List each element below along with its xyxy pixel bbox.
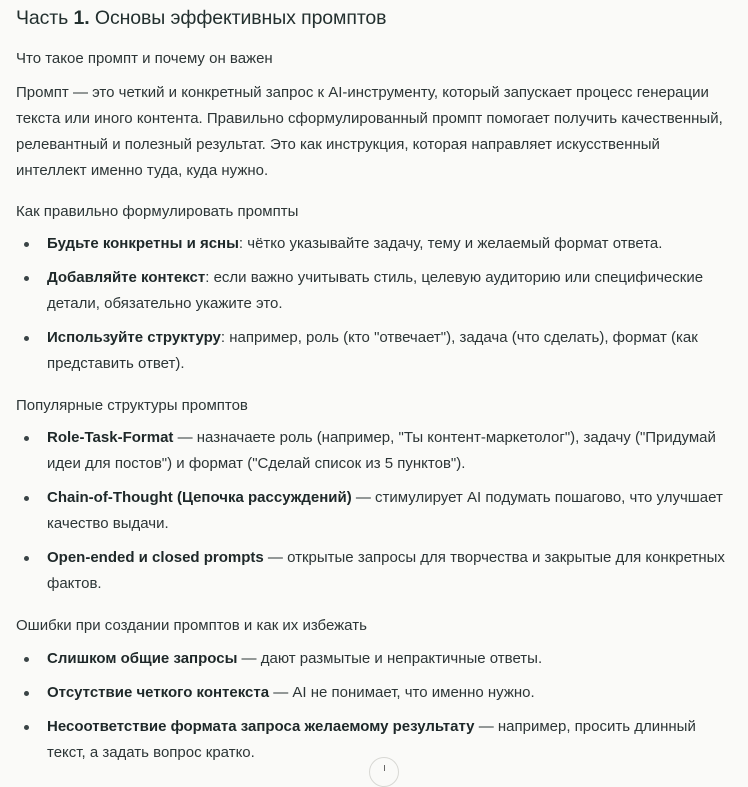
item-bold: Role-Task-Format [47,429,174,446]
structures-list [16,425,731,605]
item-text: — назначаете роль (например, "Ты контент-маркетолог"), задачу ("Придумай идеи для постов") и формат ("Сделай список из 5 пунктов"). [47,429,716,472]
bullet-icon [24,496,29,501]
item-text: — AI не понимает, что именно нужно. [269,684,535,701]
title-text: Основы эффективных промптов [89,7,387,29]
item-text: — например, просить длинный текст, а задать вопрос кратко. [47,718,696,761]
section-heading: Популярные структуры промптов [16,397,248,414]
intro-paragraph: Промпт — это четкий и конкретный запрос к AI-инструменту, который запускает процесс генерации текста или иного контента. Правильно сформулированный промпт помогает получить качественный, релевантный и полезный результат. Это как инструкция, которая направляет искусственный интеллект именно туда, куда нужно. [16,84,723,179]
bullet-icon [24,556,29,561]
title-prefix: Часть [16,7,74,29]
bullet-icon [24,336,29,341]
bullet-icon [24,276,29,281]
scroll-down-button[interactable] [369,757,399,787]
bullet-icon [24,691,29,696]
list-item [16,231,731,257]
item-text: : если важно учитывать стиль, целевую аудиторию или специфические детали, обязательно укажите это. [47,269,704,312]
item-text: — стимулирует AI подумать пошагово, что улучшает качество выдачи. [47,489,723,532]
list-item [16,646,731,672]
list-item [16,485,731,537]
item-bold: Слишком общие запросы [47,650,238,667]
arrow-down-icon [384,765,385,771]
item-bold: Добавляйте контекст [47,269,206,286]
item-bold: Будьте конкретны и ясны [47,235,239,252]
item-bold: Используйте структуру [47,329,221,346]
section-heading: Как правильно формулировать промпты [16,203,299,220]
title-number: 1. [73,7,90,29]
bullet-icon [24,436,29,441]
tips-list [16,231,731,385]
bullet-icon [24,242,29,247]
list-item [16,425,731,477]
item-bold: Open-ended и closed prompts [47,549,264,566]
page-title [16,7,386,30]
section-heading: Ошибки при создании промптов и как их избежать [16,617,367,634]
list-item [16,265,731,317]
bullet-icon [24,657,29,662]
item-text: : чётко указывайте задачу, тему и желаемый формат ответа. [238,235,663,252]
section-heading: Что такое промпт и почему он важен [16,50,273,67]
mistakes-list [16,646,731,774]
item-bold: Отсутствие четкого контекста [47,684,270,701]
item-bold: Chain-of-Thought (Цепочка рассуждений) [47,489,352,506]
list-item [16,325,731,377]
list-item [16,545,731,597]
list-item [16,680,731,706]
item-text: — открытые запросы для творчества и закрытые для конкретных фактов. [47,549,725,592]
item-text: : например, роль (кто "отвечает"), задача (что сделать), формат (как представить ответ). [47,329,698,372]
bullet-icon [24,725,29,730]
list-item [16,714,731,766]
item-bold: Несоответствие формата запроса желаемому результату [47,718,475,735]
item-text: — дают размытые и непрактичные ответы. [237,650,543,667]
